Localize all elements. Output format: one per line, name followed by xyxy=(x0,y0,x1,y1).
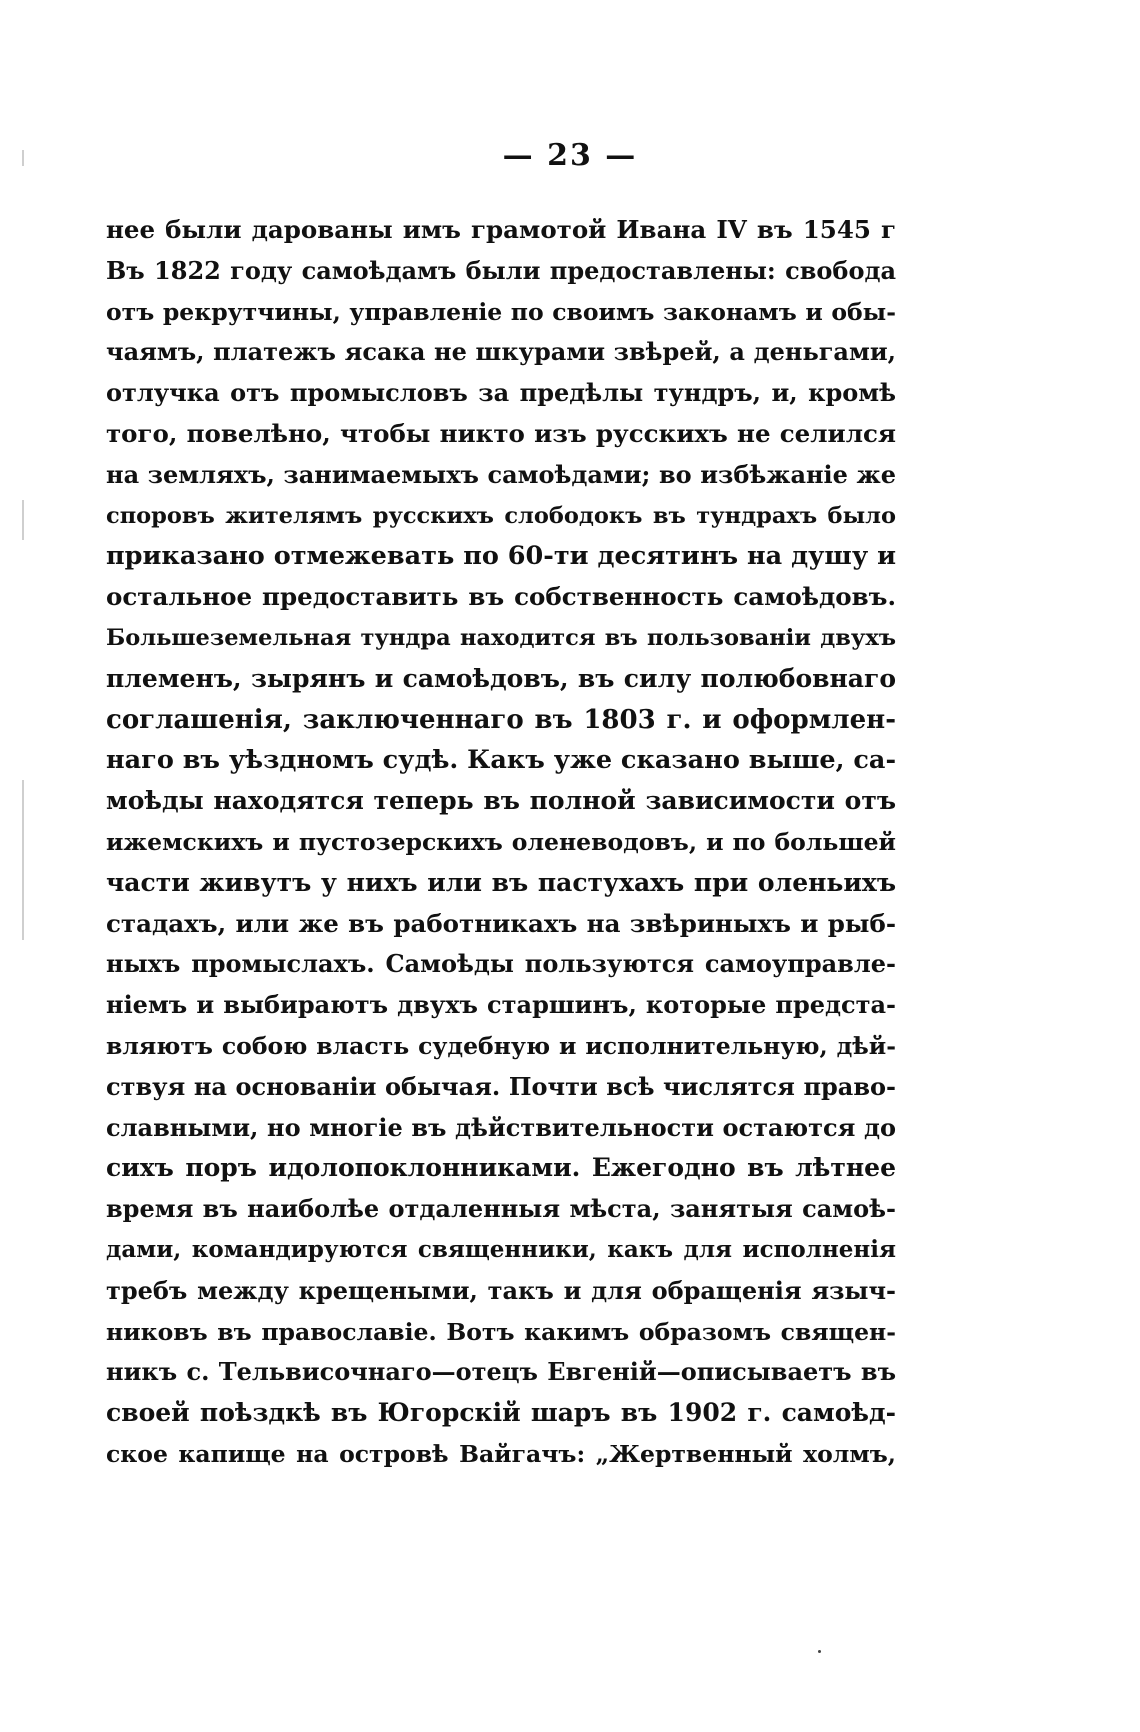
text-line: никъ с. Тельвисочнаго—отецъ Евгеній—описываетъ въ xyxy=(106,1357,896,1387)
text-line: моѣды находятся теперь въ полной зависимости отъ xyxy=(106,786,896,816)
text-line: своей поѣздкѣ въ Югорскій шаръ въ 1902 г. самоѣд- xyxy=(106,1398,896,1428)
text-line: требъ между крещеными, такъ и для обращенія языч- xyxy=(106,1275,896,1305)
text-line: отъ рекрутчины, управленіе по своимъ законамъ и обы- xyxy=(106,297,896,326)
text-line: на земляхъ, занимаемыхъ самоѣдами; во избѣжаніе же xyxy=(106,459,896,489)
text-line: части живутъ у нихъ или въ пастухахъ при оленьихъ xyxy=(106,867,896,897)
text-line: того, повелѣно, чтобы никто изъ русскихъ не селился xyxy=(106,418,896,448)
text-line: стадахъ, или же въ работникахъ на звѣриныхъ и рыб- xyxy=(106,908,896,938)
text-line: соглашенія, заключеннаго въ 1803 г. и оформлен- xyxy=(106,704,896,735)
text-line: вляютъ собою власть судебную и исполнительную, дѣй- xyxy=(106,1031,896,1060)
text-line: дами, командируются священники, какъ для исполненія xyxy=(106,1235,896,1263)
text-line: нее были дарованы имъ грамотой Ивана IV въ 1545 г xyxy=(106,215,896,244)
text-line: Большеземельная тундра находится въ пользованіи двухъ xyxy=(106,624,896,651)
text-line: никовъ въ православіе. Вотъ какимъ образомъ священ- xyxy=(106,1317,896,1346)
text-line: ское капище на островѣ Вайгачъ: „Жертвенный холмъ, xyxy=(106,1439,896,1468)
body-text xyxy=(106,210,896,1475)
text-line: споровъ жителямъ русскихъ слободокъ въ тундрахъ было xyxy=(106,502,896,529)
text-line: славными, но многіе въ дѣйствительности остаются до xyxy=(106,1112,896,1142)
text-line: остальное предоставить въ собственность самоѣдовъ. xyxy=(106,582,896,612)
text-line: время въ наиболѣе отдаленныя мѣста, занятыя самоѣ- xyxy=(106,1194,896,1224)
text-line: ныхъ промыслахъ. Самоѣды пользуются самоуправле- xyxy=(106,949,896,979)
margin-scan-mark xyxy=(22,780,24,940)
text-line: чаямъ, платежъ ясака не шкурами звѣрей, а деньгами, xyxy=(106,337,896,367)
text-line: ижемскихъ и пустозерскихъ оленеводовъ, и по большей xyxy=(106,827,896,856)
text-line: сихъ поръ идолопоклонниками. Ежегодно въ лѣтнее xyxy=(106,1153,896,1183)
text-line: отлучка отъ промысловъ за предѣлы тундръ, и, кромѣ xyxy=(106,378,896,408)
text-line: Въ 1822 году самоѣдамъ были предоставлены: свобода xyxy=(106,255,896,285)
text-line: наго въ уѣздномъ судѣ. Какъ уже сказано выше, са- xyxy=(106,745,897,776)
text-line: ніемъ и выбираютъ двухъ старшинъ, которые предста- xyxy=(106,990,896,1020)
scan-speck xyxy=(818,1650,821,1653)
text-line: ствуя на основаніи обычая. Почти всѣ числятся право- xyxy=(106,1071,896,1101)
page-number: — 23 — xyxy=(502,138,638,173)
text-line: приказано отмежевать по 60-ти десятинъ на душу и xyxy=(106,541,896,572)
text-line: племенъ, зырянъ и самоѣдовъ, въ силу полюбовнаго xyxy=(106,663,896,693)
margin-scan-mark xyxy=(22,500,24,540)
